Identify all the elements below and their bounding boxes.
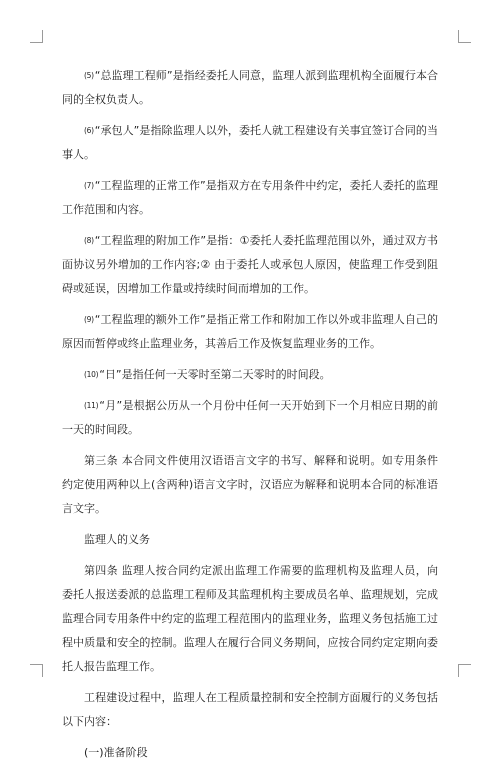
clause-10 — [62, 363, 438, 387]
crop-mark-bottom-left — [30, 664, 43, 677]
clause-number: (7) — [84, 181, 94, 190]
clause-text: “日”是指任何一天零时至第二天零时的时间段。 — [99, 368, 331, 381]
subheading-preparation-stage: (一)准备阶段 — [84, 746, 148, 759]
section-heading-supervisor-obligations: 监理人的义务 — [84, 533, 150, 546]
clause-5 — [62, 64, 438, 112]
clause-text: “工程监理的附加工作”是指：①委托人委托监理范围以外，通过双方书面协议另外增加的工作内容;② 由于委托人或承包人原因，使监理工作受到阻碍或延误，因增加工作量或持续时间而增加的工作。 — [62, 234, 438, 295]
obligations-intro: 工程建设过程中，监理人在工程质量控制和安全控制方面履行的义务包括以下内容： — [62, 691, 438, 728]
clause-7 — [62, 174, 438, 222]
clause-6 — [62, 119, 438, 167]
crop-mark-bottom-right — [458, 664, 471, 677]
clause-text: “月”是根据公历从一个月份中任何一天开始到下一个月相应日期的前一天的时间段。 — [62, 399, 438, 436]
document-body — [62, 64, 438, 765]
clause-8 — [62, 229, 438, 301]
clause-number: (11) — [84, 401, 99, 410]
clause-number: (9) — [84, 315, 94, 324]
clause-number: (8) — [84, 236, 94, 245]
crop-mark-top-left — [30, 30, 43, 43]
clause-number: (6) — [84, 126, 94, 135]
clause-text: “总监理工程师”是指经委托人同意，监理人派到监理机构全面履行本合同的全权负责人。 — [62, 69, 438, 106]
clause-number: (5) — [84, 71, 94, 80]
clause-9 — [62, 308, 438, 356]
clause-text: “承包人”是指除监理人以外，委托人就工程建设有关事宜签订合同的当事人。 — [62, 124, 438, 161]
crop-mark-top-right — [458, 30, 471, 43]
clause-text: “工程监理的正常工作”是指双方在专用条件中约定，委托人委托的监理工作范围和内容。 — [62, 179, 438, 216]
clause-number: (10) — [84, 370, 99, 379]
article-4: 第四条 监理人按合同约定派出监理工作需要的监理机构及监理人员，向委托人报送委派的总监理工程师及其监理机构主要成员名单、监理规划，完成监理合同专用条件中约定的监理工程范围内的监理业务，监理义务包括施工过程中质量和安全的控制。监理人在履行合同义务期间，应按合同约定定期向委托人报告监理工作。 — [62, 564, 438, 673]
article-3: 第三条 本合同文件使用汉语语言文字的书写、解释和说明。如专用条件约定使用两种以上(含两种)语言文字时，汉语应为解释和说明本合同的标准语言文字。 — [62, 454, 438, 515]
clause-11 — [62, 394, 438, 442]
clause-text: “工程监理的额外工作”是指正常工作和附加工作以外或非监理人自己的原因而暂停或终止监理业务，其善后工作及恢复监理业务的工作。 — [62, 313, 438, 350]
